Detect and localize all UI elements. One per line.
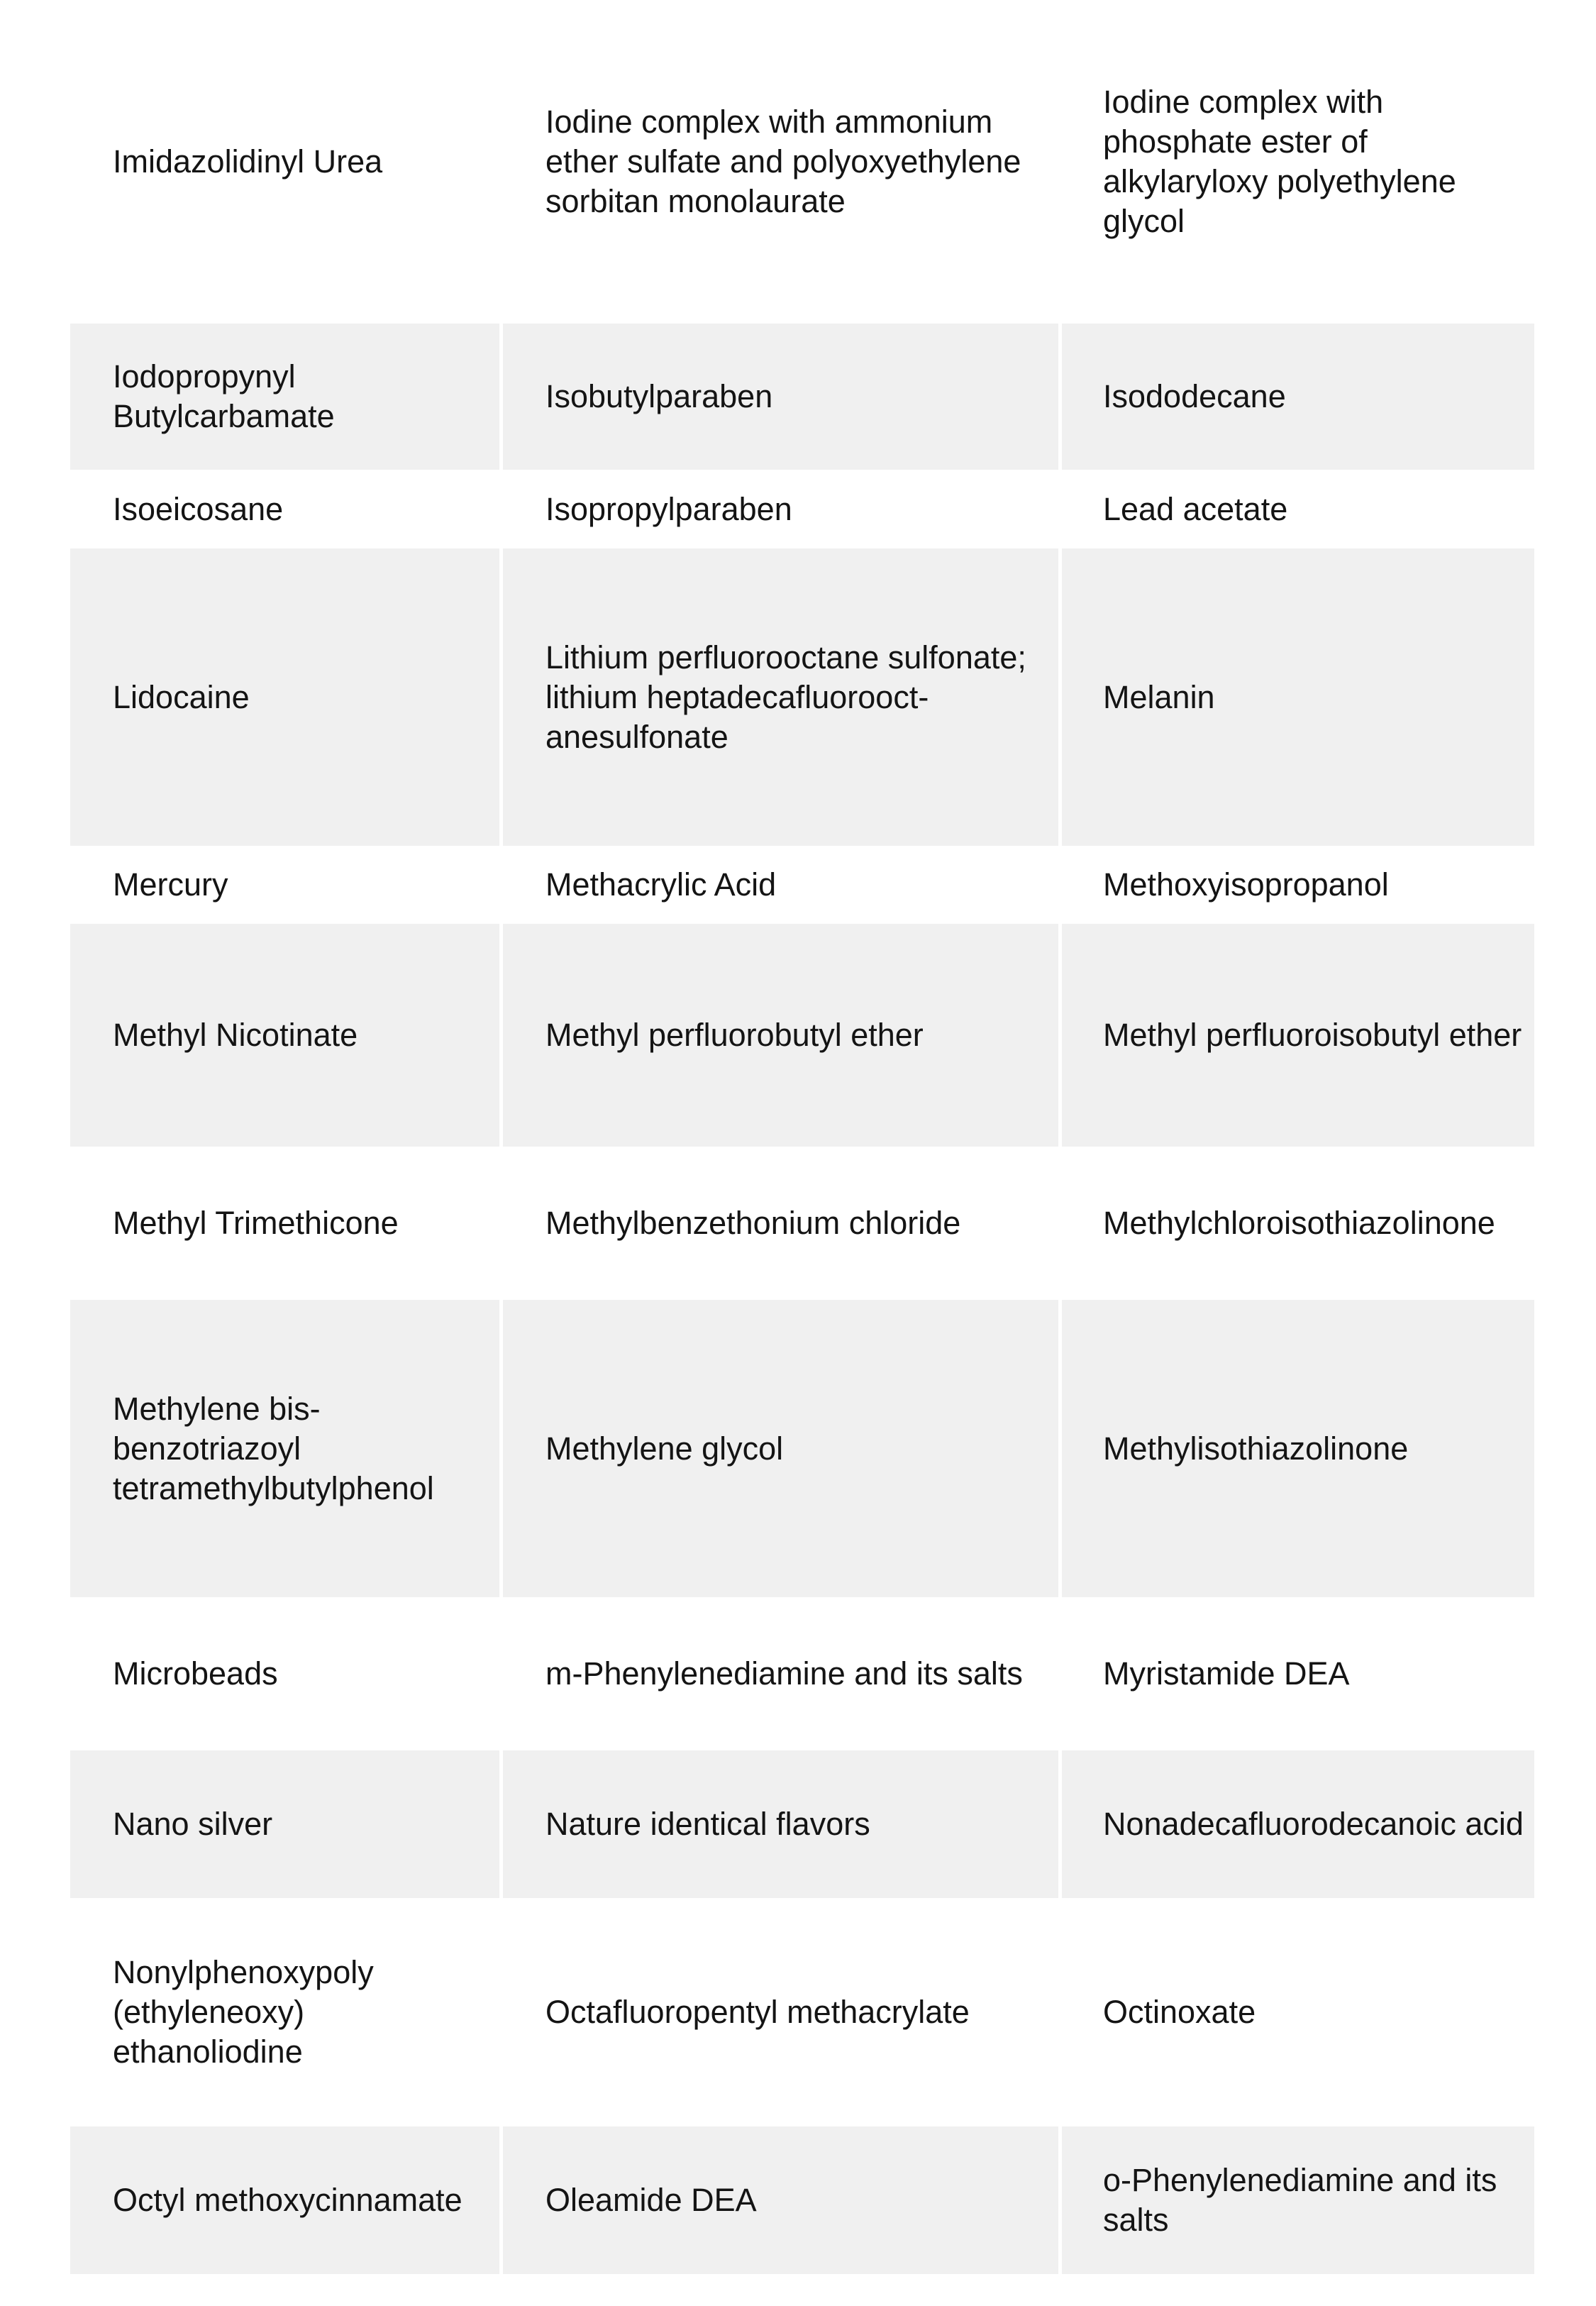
table-row bbox=[70, 2126, 1534, 2274]
table-cell: Imidazolidinyl Urea bbox=[70, 0, 503, 324]
table-cell: Iodopropynyl Butylcarbamate bbox=[70, 324, 503, 470]
table-row bbox=[70, 1300, 1534, 1597]
table-row bbox=[70, 0, 1534, 324]
table-cell: Octyl methoxycinnamate bbox=[70, 2126, 503, 2274]
table-row bbox=[70, 1750, 1534, 1898]
table-cell: m-Phenylenediamine and its salts bbox=[503, 1597, 1062, 1750]
table-cell: Isobutylparaben bbox=[503, 324, 1062, 470]
table-cell: o-Phenylenediamine and its salts bbox=[1062, 2126, 1534, 2274]
table-cell: Nonylphenoxypoly (ethyleneoxy) ethanoliodine bbox=[70, 1898, 503, 2126]
table-row bbox=[70, 324, 1534, 470]
table-cell: Lead acetate bbox=[1103, 490, 1288, 527]
table-cell: Methylbenzethonium chloride bbox=[503, 1147, 1062, 1300]
table-cell: Microbeads bbox=[70, 1597, 503, 1750]
table-cell: Nature identical flavors bbox=[503, 1750, 1062, 1898]
table-cell: Methyl Nicotinate bbox=[70, 924, 503, 1147]
table-cell: Melanin bbox=[1062, 548, 1534, 846]
table-cell: Lithium perfluorooctane sulfonate; lithium heptadecafluorooct-anesulfonate bbox=[503, 548, 1062, 846]
table-cell: Myristamide DEA bbox=[1103, 1655, 1350, 1692]
table-cell: Lidocaine bbox=[70, 548, 503, 846]
table-cell: Methylene bis-benzotriazoyl tetramethylbutylphenol bbox=[70, 1300, 503, 1597]
table-cell: Methoxyisopropanol bbox=[1103, 866, 1389, 903]
table-cell: Methylene glycol bbox=[503, 1300, 1062, 1597]
table-cell: Isoeicosane bbox=[70, 470, 503, 548]
table-row bbox=[70, 1597, 1534, 1750]
table-cell: Mercury bbox=[70, 846, 503, 924]
ingredient-table bbox=[70, 0, 1534, 2274]
table-row bbox=[70, 1147, 1534, 1300]
table-row bbox=[70, 470, 1534, 548]
table-cell: Methyl Trimethicone bbox=[70, 1147, 503, 1300]
table-cell: Oleamide DEA bbox=[503, 2126, 1062, 2274]
table-row bbox=[70, 548, 1534, 846]
table-row bbox=[70, 846, 1534, 924]
table-cell: Nano silver bbox=[70, 1750, 503, 1898]
table-cell: Octafluoropentyl methacrylate bbox=[503, 1898, 1062, 2126]
table-row bbox=[70, 924, 1534, 1147]
table-cell: Isopropylparaben bbox=[503, 470, 1062, 548]
table-cell: Methyl perfluoroisobutyl ether bbox=[1062, 924, 1534, 1147]
table-cell: Methylisothiazolinone bbox=[1062, 1300, 1534, 1597]
table-cell: Nonadecafluorodecanoic acid bbox=[1062, 1750, 1534, 1898]
table-cell: Methyl perfluorobutyl ether bbox=[503, 924, 1062, 1147]
table-cell: Octinoxate bbox=[1103, 1994, 1256, 2030]
table-cell: Isododecane bbox=[1062, 324, 1534, 470]
table-row bbox=[70, 1898, 1534, 2126]
table-cell: Methylchloroisothiazolinone bbox=[1103, 1205, 1495, 1241]
table-cell: Methacrylic Acid bbox=[503, 846, 1062, 924]
table-cell: Iodine complex with phosphate ester of alkylaryloxy polyethylene glycol bbox=[1103, 84, 1456, 239]
table-cell: Iodine complex with ammonium ether sulfate and polyoxyethylene sorbitan monolaurate bbox=[503, 0, 1062, 324]
